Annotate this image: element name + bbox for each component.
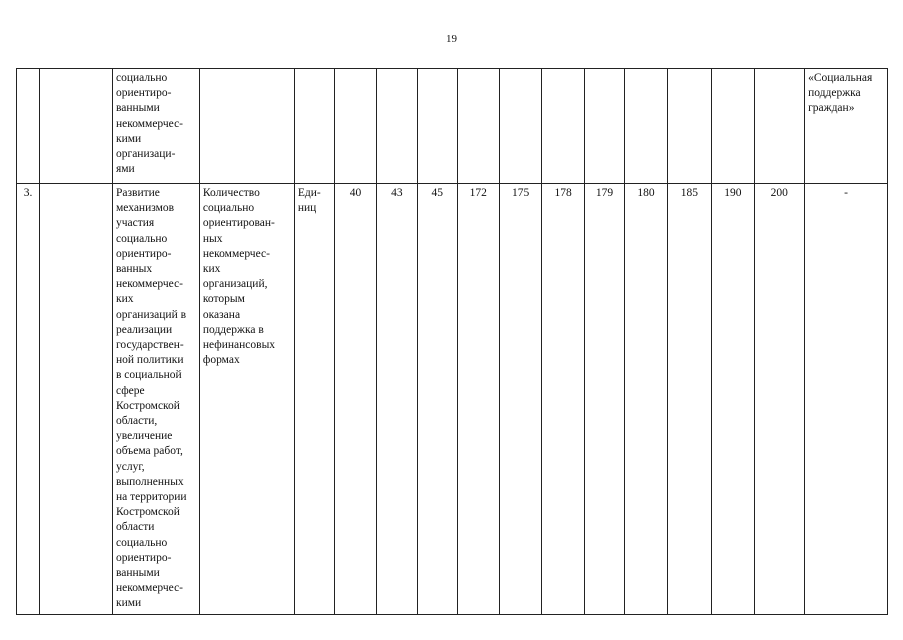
value-cell: [457, 69, 499, 184]
value-cell: [335, 69, 376, 184]
value-cell: [499, 69, 541, 184]
value-cell: [542, 69, 584, 184]
value-cell: 180: [625, 184, 667, 615]
value-cell: 178: [542, 184, 584, 615]
unit-cell: Еди- ниц: [294, 184, 334, 615]
value-cell: [418, 69, 457, 184]
value-cell: 179: [584, 184, 624, 615]
value-cell: 190: [712, 184, 754, 615]
page-number: 19: [446, 33, 457, 45]
measure-cell: Развитие механизмов участия социально ориентиро- ванных некоммерчес- ких организаций в реализации государствен- ной политики в социальной сфере Костромской области, увеличение объема работ, услуг, выполненных на территории Костромской области социально ориентиро- ванными некоммерчес- кими: [112, 184, 199, 615]
value-cell: 43: [376, 184, 417, 615]
indicator-cell: [199, 69, 294, 184]
row-number-cell: [17, 69, 40, 184]
indicator-cell: Количество социально ориентирован- ных некоммерчес- ких организаций, которым оказана поддержка в нефинансовых формах: [199, 184, 294, 615]
value-cell: 185: [667, 184, 711, 615]
value-cell: [667, 69, 711, 184]
value-cell: [376, 69, 417, 184]
value-cell: 40: [335, 184, 376, 615]
value-cell: 45: [418, 184, 457, 615]
value-cell: 175: [499, 184, 541, 615]
table-row: [17, 184, 888, 615]
blank-cell: [40, 69, 113, 184]
unit-cell: [294, 69, 334, 184]
value-cell: 172: [457, 184, 499, 615]
value-cell: 200: [754, 184, 805, 615]
measure-continuation-cell: социально ориентиро- ванными некоммерчес- кими организаци- ями: [112, 69, 199, 184]
program-cell: -: [805, 184, 888, 615]
continuation-row: [17, 69, 888, 184]
blank-cell: [40, 184, 113, 615]
value-cell: [584, 69, 624, 184]
program-cell: «Социальная поддержка граждан»: [805, 69, 888, 184]
indicator-table: [16, 68, 888, 615]
value-cell: [754, 69, 805, 184]
value-cell: [625, 69, 667, 184]
value-cell: [712, 69, 754, 184]
row-number-cell: 3.: [17, 184, 40, 615]
